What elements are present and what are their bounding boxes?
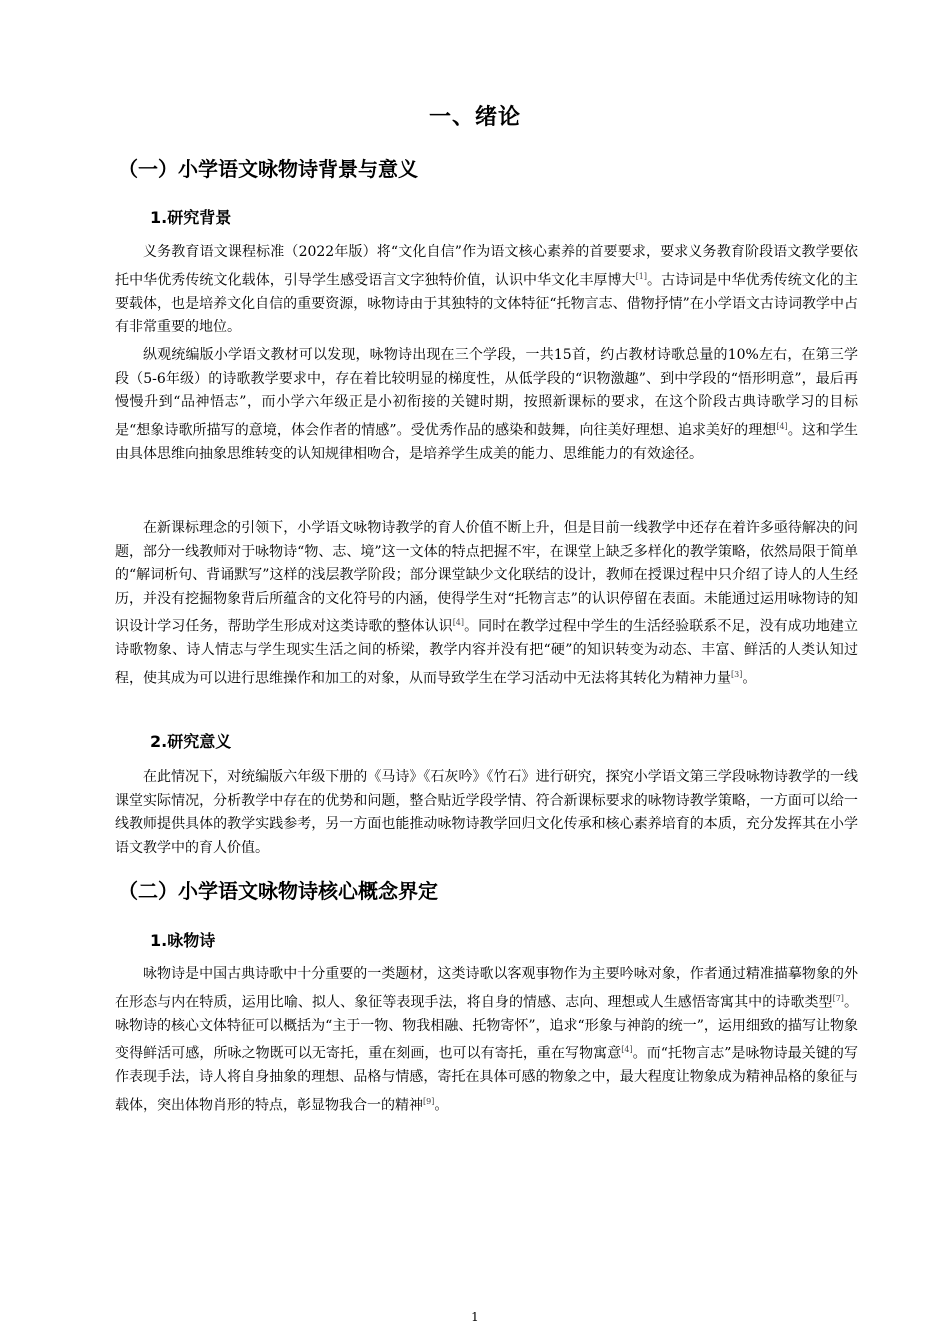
section-title-core-concepts: （二）小学语文咏物诗核心概念界定 xyxy=(118,879,438,903)
paragraph xyxy=(115,766,858,860)
page-number: 1 xyxy=(471,1310,479,1324)
paragraph-text: 。古诗词是中华优秀传统文化的主要载体，也是培养文化自信的重要资源，咏物诗由于其独特的文体特征“托物言志、借物抒情”在小学语文古诗词教学中占有非常重要的地位。 xyxy=(115,272,859,336)
citation-marker: [3] xyxy=(731,669,743,679)
paragraph-text: 。咏物诗的核心文体特征可以概括为“主于一物、物我相融、托物寄怀”，追求“形象与神韵的统一”，运用细致的描写让物象变得鲜活可感，所咏之物既可以无寄托，重在刻画，也可以有寄托，重在写物寓意 xyxy=(115,994,859,1062)
section-title-background: （一）小学语文咏物诗背景与意义 xyxy=(118,157,418,181)
paragraph-text: 。 xyxy=(742,670,757,687)
paragraph-text: 。这和学生由具体思维向抽象思维转变的认知规律相吻合，是培养学生成美的能力、思维能力的有效途径。 xyxy=(115,422,859,462)
paragraph xyxy=(115,963,858,1118)
citation-marker: [4] xyxy=(621,1045,633,1055)
chapter-title: 一、绪论 xyxy=(428,105,521,130)
citation-marker: [1] xyxy=(635,271,647,281)
paragraph-text: 咏物诗是中国古典诗歌中十分重要的一类题材，这类诗歌以客观事物作为主要吟咏对象，作者通过精准描摹物象的外在形态与内在特质，运用比喻、拟人、象征等表现手法，将自身的情感、志向、理想或人生感悟寄寓其中的诗歌类型 xyxy=(115,966,858,1011)
citation-marker: [7] xyxy=(832,993,844,1003)
paragraph-text: 纵观统编版小学语文教材可以发现，咏物诗出现在三个学段，一共15首，约占教材诗歌总量的10%左右，在第三学段（5-6年级）的诗歌教学要求中，存在着比较明显的梯度性，从低学段的“识物激趣”、到中学段的“悟形明意”，最后再慢慢升到“品神悟志”，而小学六年级正是小初衔接的关键时期，按照新课标的要求，在这个阶段古典诗歌学习的目标是“想象诗歌所描写的意境，体会作者的情感”。受优秀作品的感染和鼓舞，向往美好理想、追求美好的理想 xyxy=(115,347,858,439)
paragraph-text: 。 xyxy=(434,1097,449,1114)
paragraph-text: 。同时在教学过程中学生的生活经验联系不足，没有成功地建立诗歌物象、诗人情志与学生现实生活之间的桥梁，教学内容并没有把“硬”的知识转变为动态、丰富、鲜活的人类认知过程，使其成为可以进行思维操作和加工的对象，从而导致学生在学习活动中无法将其转化为精神力量 xyxy=(115,618,858,687)
citation-marker: [9] xyxy=(423,1096,435,1106)
paragraph-text: 义务教育语文课程标准（2022年版）将“文化自信”作为语文核心素养的首要要求，要求义务教育阶段语文教学要依托中华优秀传统文化载体，引导学生感受语言文字独特价值，认识中华文化丰厚博大 xyxy=(115,244,858,289)
paragraph-text: 在新课标理念的引领下，小学语文咏物诗教学的育人价值不断上升，但是目前一线教学中还存在着许多亟待解决的问题，部分一线教师对于咏物诗“物、志、境”这一文体的特点把握不牢，在课堂上缺乏多样化的教学策略，依然局限于简单的“解词析句、背诵默写”这样的浅层教学阶段；部分课堂缺少文化联结的设计，教师在授课过程中只介绍了诗人的人生经历，并没有挖掘物象背后所蕴含的文化符号的内涵，使得学生对“托物言志”的认识停留在表面。未能通过运用咏物诗的知识设计学习任务，帮助学生形成对这类诗歌的整体认识 xyxy=(115,520,858,635)
subsection-title-research-background: 1.研究背景 xyxy=(150,208,232,227)
citation-marker: [4] xyxy=(776,421,788,431)
paragraph-text: 在此情况下，对统编版六年级下册的《马诗》《石灰吟》《竹石》进行研究，探究小学语文第三学段咏物诗教学的一线课堂实际情况，分析教学中存在的优势和问题，整合贴近学段学情、符合新课标要求的咏物诗教学策略，一方面可以给一线教师提供具体的教学实践参考，另一方面也能推动咏物诗教学回归文化传承和核心素养培育的本质，充分发挥其在小学语文教学中的育人价值。 xyxy=(115,769,858,856)
subsection-title-research-significance: 2.研究意义 xyxy=(150,732,232,751)
subsection-title-yongwu-poetry: 1.咏物诗 xyxy=(150,931,216,950)
paragraph xyxy=(115,241,858,340)
citation-marker: [4] xyxy=(452,618,465,627)
paragraph xyxy=(115,344,858,466)
paragraph-text: 。而“托物言志”是咏物诗最关键的写作表现手法，诗人将自身抽象的理想、品格与情感，寄托在具体可感的物象之中，最大程度让物象成为精神品格的象征与载体，突出体物肖形的特点，彰显物我合一的精神 xyxy=(115,1045,858,1114)
paragraph xyxy=(115,517,858,691)
